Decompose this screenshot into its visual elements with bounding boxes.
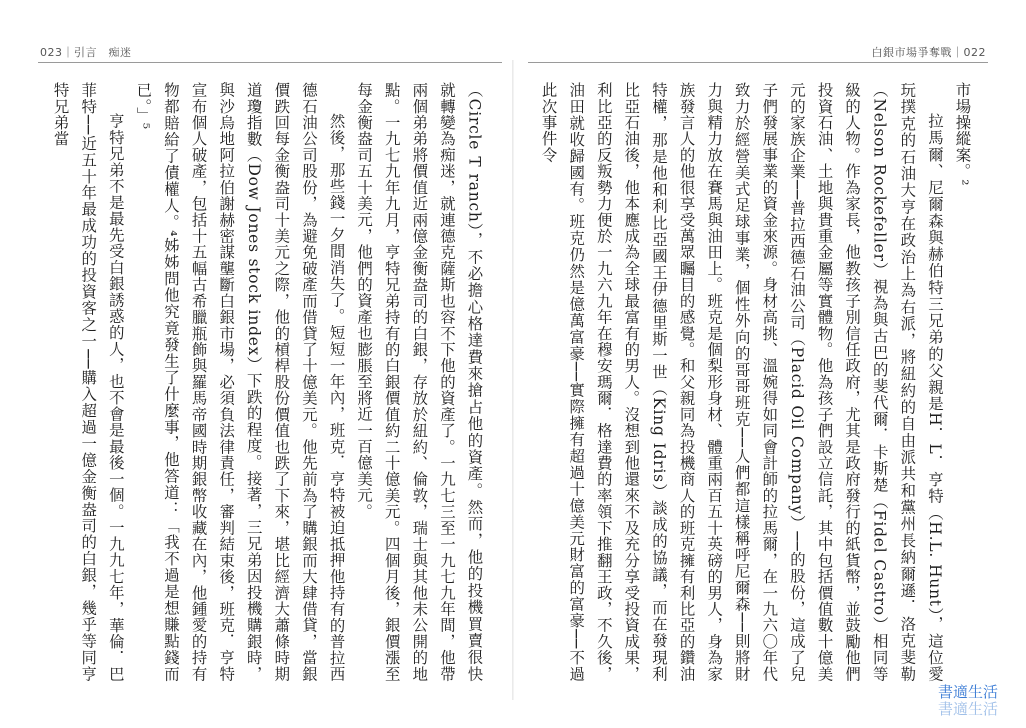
left-running-header: 023｜引言 痴迷 [40,46,132,59]
left-page-text [46,82,492,682]
logo-text-secondary: 書適生活 [937,700,998,718]
logo-text-primary: 書適生活 [937,683,998,701]
paragraph: 拉馬爾、尼爾森與赫伯特三兄弟的父親是H．L．亨特（H.L. Hunt），這位愛玩撲克的石油大亨在政治上為右派，將紐約的自由派共和黨州長納爾遜．洛克斐勒（Nelson Rockefeller）視為與古巴的斐代爾．卡斯楚（Fidel Castro）相同等級的人物。作為家長，他教孩子別信任政府，尤其是政府發行的紙貨幣，並鼓勵他們投資石油、土地與貴重金屬等實體物。他為孩子們設立信託，其中包括價值數十億美元的家族企業──普拉西德石油公司（Placid Oil Company）──的股份，這成了兒子們發展事業的資金來源。身材高挑、溫婉得如同會計師的拉馬爾，在一九六〇年代致力於經營美式足球事業，個性外向的哥哥班克──人們都這樣稱呼尼爾森──則將財力與精力放在賽馬與油田上。班克是個梨形身材、體重兩百五十英磅的男人，身為家族發言人的他很享受萬眾矚目的感覺。和父親同為投機商人的班克擁有利比亞的鑽油特權，那是他和利比亞國王伊德里斯一世（King Idris）談成的協議，而在發現利比亞石油後，他本應成為全球最富有的男人。沒想到他還來不及充分享受投資成果，利比亞的反叛勢力便於一九六九年在穆安瑪爾．格達費的率領下推翻王政，不久後，油田就收歸國有。班克仍然是億萬富豪──實際擁有超過十億美元財富的富豪──不過此次事件令 [539,82,944,682]
book-gutter [512,60,514,700]
left-page [46,82,492,682]
right-header-rule [528,62,988,63]
publisher-logo [938,684,998,718]
paragraph: 亨特兄弟不是最先受白銀誘惑的人，也不會是最後一個。一九九七年，華倫．巴菲特──近五十年最成功的投資客之一──購入超過一億金衡盎司的白銀，幾乎等同亨特兄弟當 [51,82,125,682]
paragraph: 然後，那些錢一夕間消失了。短短一年內，班克．亨特被迫抵押他持有的普拉西德石油公司股份，為避免破產而借貸了十億美元。他先前為了購銀而大肆借貸，當銀價跌回每金衡盎司十美元之際，他的槓桿股份價值也跌了下來，堪比經濟大蕭條時期道瓊指數（Dow Jones stock index）下跌的程度。接著，三兄弟因投機購銀時，與沙烏地阿拉伯謝赫密謀壟斷白銀市場，必須負法律責任，審判結束後，班克．亨特宣布個人破產，包括十五幅古希臘瓶飾與羅馬帝國時期銀幣收藏在內，他鍾愛的持有物都賠給了債權人。⁴姊姊問他究竟發生了什麼事，他答道：「我不過是想賺點錢而已。」⁵ [134,82,346,682]
paragraph: 市場操縱案。² [953,82,972,187]
right-page-text [534,82,980,682]
paragraph: （Circle T ranch），不必擔心格達費來搶占他的資產。然而，他的投機買賣很快就轉變為痴迷，就連德克薩斯也容不下他的資產了。一九七三至一九七九年間，他帶兩個弟弟將價值近兩億金衡盎司的白銀，存放於紐約、倫敦，瑞士與其他未公開的地點。一九七九年九月，亨特兄弟持有的白銀價值約二十億美元。四個月後，銀價漲至每金衡盎司五十美元，他們的資產也膨脹至將近一百億美元。 [355,82,484,682]
right-page [534,82,980,682]
right-running-header: 白銀市場爭奪戰｜022 [871,46,986,59]
left-header-rule [38,62,502,63]
